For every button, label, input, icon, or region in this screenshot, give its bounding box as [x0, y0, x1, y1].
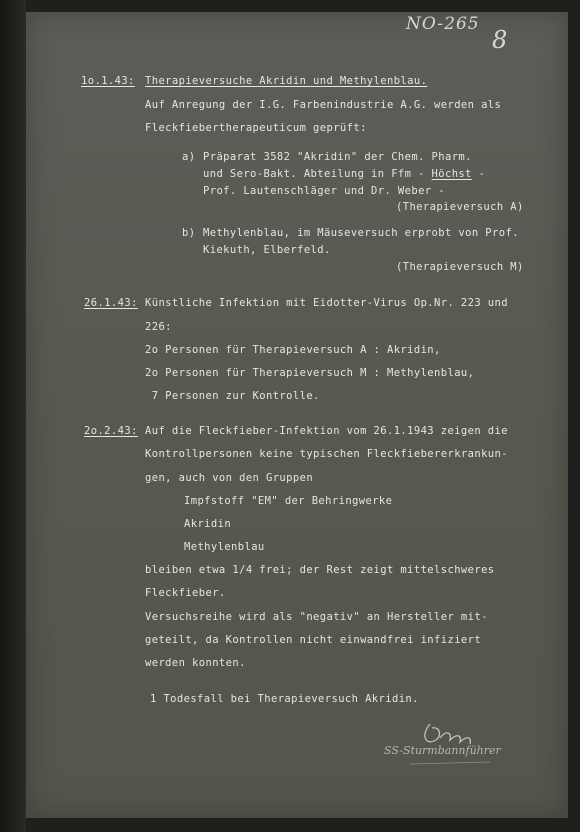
entry-date: 1o.1.43: [81, 75, 135, 87]
entry-text-line: 2o Personen für Therapieversuch A : Akridin, [145, 344, 441, 356]
entry-text-line: geteilt, da Kontrollen nicht einwandfrei infiziert [145, 634, 482, 646]
handwritten-page-number: 8 [492, 26, 508, 54]
entry-title: Therapieversuche Akridin und Methylenblau. [145, 75, 428, 87]
entry-text-line: 7 Personen zur Kontrolle. [145, 390, 320, 402]
item-tag: (Therapieversuch M) [396, 261, 524, 273]
signature-block [380, 716, 520, 782]
item-text-line: und Sero-Bakt. Abteilung in Ffm - Höchst - [203, 168, 486, 180]
item-text-line: Präparat 3582 "Akridin" der Chem. Pharm. [203, 151, 472, 163]
entry-text-line: Auf Anregung der I.G. Farbenindustrie A.G. werden als [145, 99, 502, 111]
entry-text-line: Fleckfiebertherapeuticum geprüft: [145, 122, 367, 134]
closing-line: 1 Todesfall bei Therapieversuch Akridin. [150, 693, 419, 705]
entry-text-line: Künstliche Infektion mit Eidotter-Virus Op.Nr. 223 und [145, 297, 508, 309]
entry-text-line: Kontrollpersonen keine typischen Fleckfiebererkrankun- [145, 448, 508, 460]
entry-text-line: Fleckfieber. [145, 587, 226, 599]
entry-date: 2o.2.43: [84, 425, 138, 437]
entry-text-line: 226: [145, 321, 172, 333]
item-label: a) [182, 151, 196, 163]
group-item: Methylenblau [184, 541, 265, 553]
group-item: Impfstoff "EM" der Behringwerke [184, 495, 393, 507]
item-text-line: Kiekuth, Elberfeld. [203, 244, 331, 256]
entry-text-line: bleiben etwa 1/4 frei; der Rest zeigt mittelschweres [145, 564, 495, 576]
item-text-line: Methylenblau, im Mäuseversuch erprobt von Prof. [203, 227, 519, 239]
group-item: Akridin [184, 518, 232, 530]
handwritten-reference-number: NO-265 [406, 14, 480, 34]
entry-text-line: Versuchsreihe wird als "negativ" an Hersteller mit- [145, 611, 488, 623]
entry-text-line: gen, auch von den Gruppen [145, 472, 314, 484]
entry-date: 26.1.43: [84, 297, 138, 309]
item-tag: (Therapieversuch A) [396, 201, 524, 213]
entry-text-line: Auf die Fleckfieber-Infektion vom 26.1.1943 zeigen die [145, 425, 508, 437]
item-label: b) [182, 227, 196, 239]
entry-text-line: werden konnten. [145, 657, 246, 669]
entry-text-line: 2o Personen für Therapieversuch M : Methylenblau, [145, 367, 475, 379]
underlined-word: Höchst [431, 168, 472, 180]
rank-stamp: SS-Sturmbannführer [384, 744, 501, 757]
item-text-line: Prof. Lautenschläger und Dr. Weber - [203, 185, 445, 197]
scan-edge [0, 0, 26, 832]
